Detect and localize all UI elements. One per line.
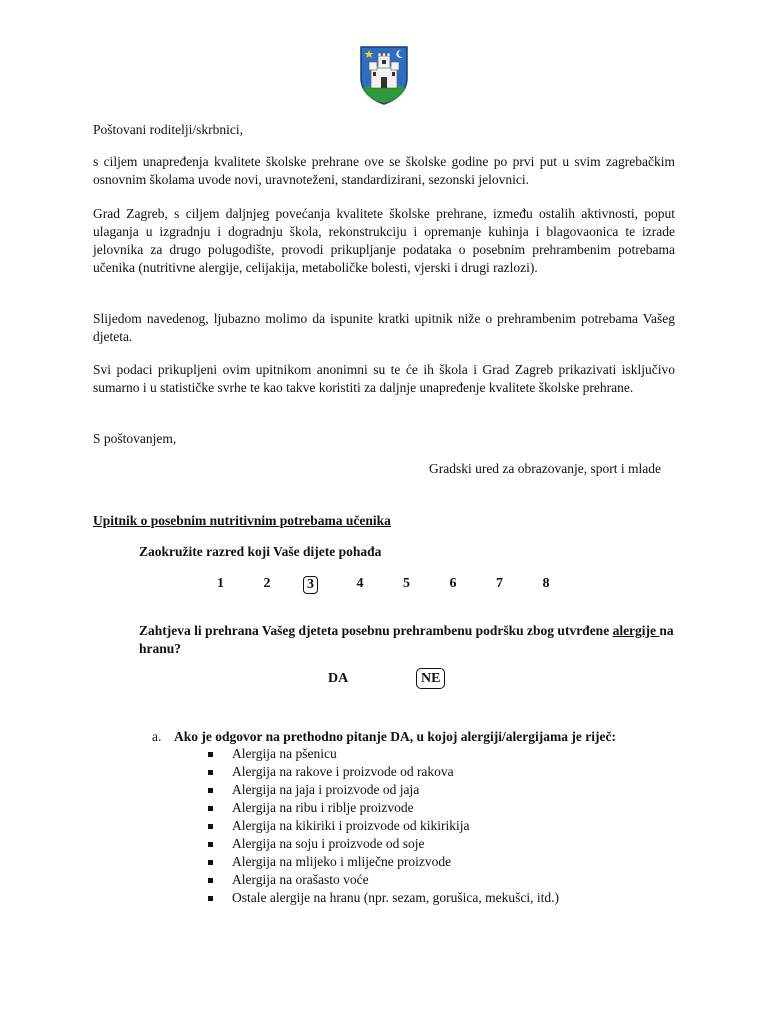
grade-label: 8 — [542, 576, 550, 591]
allergy-question — [139, 622, 679, 658]
list-item — [208, 745, 559, 763]
list-item — [208, 853, 559, 871]
allergy-question-underlined: alergije — [612, 623, 660, 638]
allergy-label: Alergija na ribu i riblje proizvode — [232, 800, 414, 815]
square-bullet-icon — [208, 896, 213, 901]
letter-greeting: Poštovani roditelji/skrbnici, — [93, 122, 243, 137]
list-item — [208, 871, 559, 889]
square-bullet-icon — [208, 806, 213, 811]
grade-label: 5 — [403, 576, 410, 591]
allergy-label: Alergija na pšenicu — [232, 746, 337, 761]
list-item — [208, 799, 559, 817]
grade-label: 4 — [356, 576, 364, 591]
allergy-label: Alergija na orašasto voće — [232, 872, 369, 887]
square-bullet-icon — [208, 860, 213, 865]
square-bullet-icon — [208, 752, 213, 757]
letter-paragraph: Slijedom navedenog, ljubazno molimo da ispunite kratki upitnik niže o prehrambenim potrebama Vašeg djeteta. — [93, 311, 675, 344]
allergy-label: Alergija na rakove i proizvode od rakova — [232, 764, 454, 779]
grade-options — [204, 576, 576, 594]
grade-label: 7 — [496, 576, 503, 591]
grade-label: 6 — [449, 576, 457, 591]
allergy-label: Alergija na kikiriki i proizvode od kikirikija — [232, 818, 470, 833]
letter-paragraph: s ciljem unapređenja kvalitete školske prehrane ove se školske godine po prvi put u svim zagrebačkim osnovnim školama uvode novi, uravnoteženi, standardizirani, sezonski jelovnici. — [93, 154, 675, 187]
grade-option-8[interactable] — [530, 576, 577, 594]
letter-paragraph: Grad Zagreb, s ciljem daljnjeg povećanja kvalitete školske prehrane, između ostalih aktivnosti, poput ulaganja u izgradnju i dogradnju škola, rekonstrukciju i opremanje kuhinja i blagovaonica te izrade jelovnika za drugo polugodište, provodi prikupljanje podataka o posebnim prehrambenim potrebama učenika (nutritivne alergije, celijakija, metaboličke bolesti, vjerski i drugi razlozi). — [93, 206, 675, 275]
allergy-question-text: Zahtjeva li prehrana Vašeg djeteta posebnu prehrambenu podršku zbog utvrđene — [139, 623, 613, 638]
square-bullet-icon — [208, 824, 213, 829]
grade-question: Zaokružite razred koji Vaše dijete pohađa — [139, 544, 382, 559]
square-bullet-icon — [208, 878, 213, 883]
square-bullet-icon — [208, 770, 213, 775]
list-item — [208, 835, 559, 853]
letter-closing: S poštovanjem, — [93, 431, 177, 446]
grade-label: 1 — [217, 576, 224, 591]
grade-option-1[interactable] — [204, 576, 251, 594]
allergy-label: Alergija na jaja i proizvode od jaja — [232, 782, 420, 797]
letter-signature: Gradski ured za obrazovanje, sport i mlade — [428, 461, 661, 476]
grade-option-7[interactable] — [483, 576, 530, 594]
list-item — [208, 781, 559, 799]
grade-label: 2 — [263, 576, 271, 591]
square-bullet-icon — [208, 788, 213, 793]
allergy-label: Alergija na soju i proizvode od soje — [232, 836, 425, 851]
allergy-sub-question — [152, 729, 616, 745]
allergy-question-text-end: na hranu? — [139, 623, 674, 656]
grade-option-3-selected[interactable] — [297, 576, 344, 594]
list-item — [208, 889, 559, 907]
grade-label: 3 — [303, 576, 318, 594]
letter-paragraph: Svi podaci prikupljeni ovim upitnikom anonimni su te će ih škola i Grad Zagreb prikazivati isključivo sumarno i u statističke svrhe te kao takve koristiti za daljnje unapređenje kvalitete školske prehrane. — [93, 362, 675, 395]
sub-question-marker: a. — [152, 729, 162, 744]
grade-option-6[interactable] — [437, 576, 484, 594]
list-item — [208, 817, 559, 835]
option-no-selected[interactable]: NE — [416, 668, 445, 689]
option-yes[interactable]: DA — [328, 671, 349, 686]
grade-option-5[interactable] — [390, 576, 437, 594]
grade-option-2[interactable] — [251, 576, 298, 594]
zagreb-coat-of-arms-icon — [358, 44, 410, 106]
allergy-label: Alergija na mlijeko i mliječne proizvode — [232, 854, 452, 869]
sub-question-text: Ako je odgovor na prethodno pitanje DA, u kojoj alergiji/alergijama je riječ: — [174, 729, 616, 744]
square-bullet-icon — [208, 842, 213, 847]
list-item — [208, 763, 559, 781]
allergy-list — [208, 745, 559, 907]
allergy-label: Ostale alergije na hranu (npr. sezam, gorušica, mekušci, itd.) — [232, 890, 560, 905]
questionnaire-title: Upitnik o posebnim nutritivnim potrebama učenika — [93, 513, 391, 528]
grade-option-4[interactable] — [344, 576, 391, 594]
